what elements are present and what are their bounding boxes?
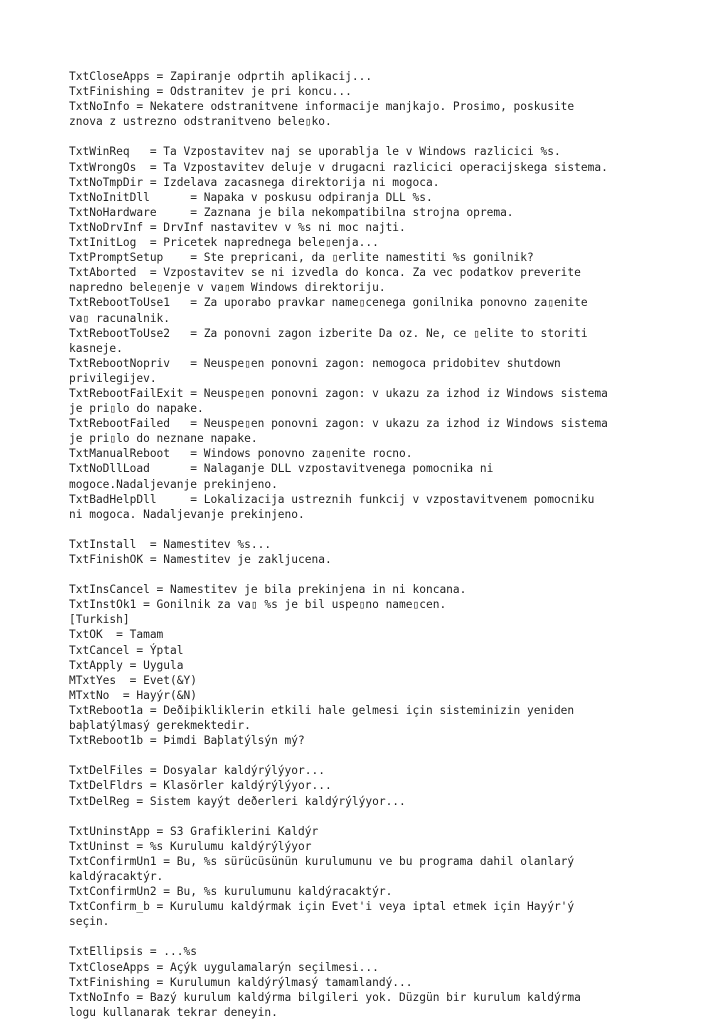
text-line: TxtRebootNopriv = Neuspe▯en ponovni zagon: nemogoca pridobitev shutdown <box>69 356 561 370</box>
text-line: TxtRebootToUse2 = Za ponovni zagon izberite Da oz. Ne, ce ▯elite to storiti <box>69 326 588 340</box>
blank-line <box>69 809 709 824</box>
text-line: TxtOK = Tamam <box>69 628 164 642</box>
text-line: logu kullanarak tekrar deneyin. <box>69 1005 278 1019</box>
text-line: TxtRebootFailExit = Neuspe▯en ponovni zagon: v ukazu za izhod iz Windows sistema <box>69 386 608 400</box>
text-line: TxtRebootToUse1 = Za uporabo pravkar name▯cenega gonilnika ponovno za▯enite <box>69 296 588 310</box>
text-line: va▯ racunalnik. <box>69 311 171 325</box>
text-line: TxtConfirm_b = Kurulumu kaldýrmak için Evet'i veya iptal etmek için Hayýr'ý <box>69 900 575 914</box>
text-line: je pri▯lo do neznane napake. <box>69 432 258 446</box>
text-line: TxtNoDllLoad = Nalaganje DLL vzpostavitvenega pomocnika ni <box>69 462 494 476</box>
text-line: TxtApply = Uygula <box>69 658 184 672</box>
text-line: TxtInstall = Namestitev %s... <box>69 537 272 551</box>
text-line: baþlatýlmasý gerekmektedir. <box>69 719 251 733</box>
text-line: kaldýracaktýr. <box>69 869 164 883</box>
text-line: TxtNoInfo = Nekatere odstranitvene informacije manjkajo. Prosimo, poskusite <box>69 100 575 114</box>
text-line: TxtNoInfo = Bazý kurulum kaldýrma bilgileri yok. Düzgün bir kurulum kaldýrma <box>69 990 581 1004</box>
blank-line <box>69 929 709 944</box>
text-line: TxtAborted = Vzpostavitev se ni izvedla do konca. Za vec podatkov preverite <box>69 266 581 280</box>
blank-line <box>69 567 709 582</box>
text-line: TxtNoTmpDir = Izdelava zacasnega direktorija ni mogoca. <box>69 175 440 189</box>
text-line: TxtCancel = Ýptal <box>69 643 184 657</box>
text-line: TxtReboot1a = Deðiþikliklerin etkili hale gelmesi için sisteminizin yeniden <box>69 703 575 717</box>
text-line: TxtFinishing = Odstranitev je pri koncu... <box>69 85 352 99</box>
text-line: TxtUninst = %s Kurulumu kaldýrýlýyor <box>69 839 312 853</box>
text-line: mogoce.Nadaljevanje prekinjeno. <box>69 477 278 491</box>
text-line: TxtWrongOs = Ta Vzpostavitev deluje v drugacni razlicici operacijskega sistema. <box>69 160 608 174</box>
text-line: seçin. <box>69 915 110 929</box>
text-line: znova z ustrezno odstranitveno bele▯ko. <box>69 115 332 129</box>
text-line: kasneje. <box>69 341 123 355</box>
text-line: TxtEllipsis = ...%s <box>69 945 197 959</box>
blank-line <box>69 129 709 144</box>
text-line: MTxtYes = Evet(&Y) <box>69 673 197 687</box>
text-line: TxtFinishOK = Namestitev je zakljucena. <box>69 553 332 566</box>
text-line: TxtWinReq = Ta Vzpostavitev naj se uporablja le v Windows razlicici %s. <box>69 145 561 159</box>
text-line: TxtInstOk1 = Gonilnik za va▯ %s je bil uspe▯no name▯cen. <box>69 598 447 612</box>
text-line: TxtConfirmUn1 = Bu, %s sürücüsünün kurulumunu ve bu programa dahil olanlarý <box>69 854 575 868</box>
text-line: TxtCloseApps = Zapiranje odprtih aplikacij... <box>69 70 373 83</box>
text-line: TxtPromptSetup = Ste prepricani, da ▯erlite namestiti %s gonilnik? <box>69 251 534 265</box>
text-line: TxtBadHelpDll = Lokalizacija ustreznih funkcij v vzpostavitvenem pomocniku <box>69 492 595 506</box>
text-line: TxtDelReg = Sistem kayýt deðerleri kaldýrýlýyor... <box>69 794 406 808</box>
blank-line <box>69 522 709 537</box>
text-line: [Turkish] <box>69 613 130 627</box>
text-line: TxtDelFldrs = Klasörler kaldýrýlýyor... <box>69 779 332 793</box>
text-line: TxtNoInitDll = Napaka v poskusu odpiranja DLL %s. <box>69 190 433 204</box>
text-line: TxtReboot1b = Þimdi Baþlatýlsýn mý? <box>69 734 305 748</box>
text-line: TxtInsCancel = Namestitev je bila prekinjena in ni koncana. <box>69 583 467 597</box>
text-line: privilegijev. <box>69 371 157 385</box>
document-text <box>69 69 709 1020</box>
blank-line <box>69 748 709 763</box>
text-line: TxtCloseApps = Açýk uygulamalarýn seçilmesi... <box>69 960 379 974</box>
text-line: TxtManualReboot = Windows ponovno za▯enite rocno. <box>69 447 413 461</box>
text-line: TxtInitLog = Pricetek naprednega bele▯enja... <box>69 236 379 250</box>
text-line: TxtNoHardware = Zaznana je bila nekompatibilna strojna oprema. <box>69 205 514 219</box>
text-line: napredno bele▯enje v va▯em Windows direktoriju. <box>69 281 386 295</box>
text-line: TxtNoDrvInf = DrvInf nastavitev v %s ni moc najti. <box>69 220 406 234</box>
text-line: TxtDelFiles = Dosyalar kaldýrýlýyor... <box>69 764 325 778</box>
text-line: je pri▯lo do napake. <box>69 402 204 416</box>
text-line: MTxtNo = Hayýr(&N) <box>69 688 197 702</box>
text-line: ni mogoca. Nadaljevanje prekinjeno. <box>69 507 305 521</box>
text-line: TxtConfirmUn2 = Bu, %s kurulumunu kaldýracaktýr. <box>69 885 393 899</box>
text-line: TxtRebootFailed = Neuspe▯en ponovni zagon: v ukazu za izhod iz Windows sistema <box>69 417 608 431</box>
text-line: TxtFinishing = Kurulumun kaldýrýlmasý tamamlandý... <box>69 975 413 989</box>
text-line: TxtUninstApp = S3 Grafiklerini Kaldýr <box>69 824 319 838</box>
